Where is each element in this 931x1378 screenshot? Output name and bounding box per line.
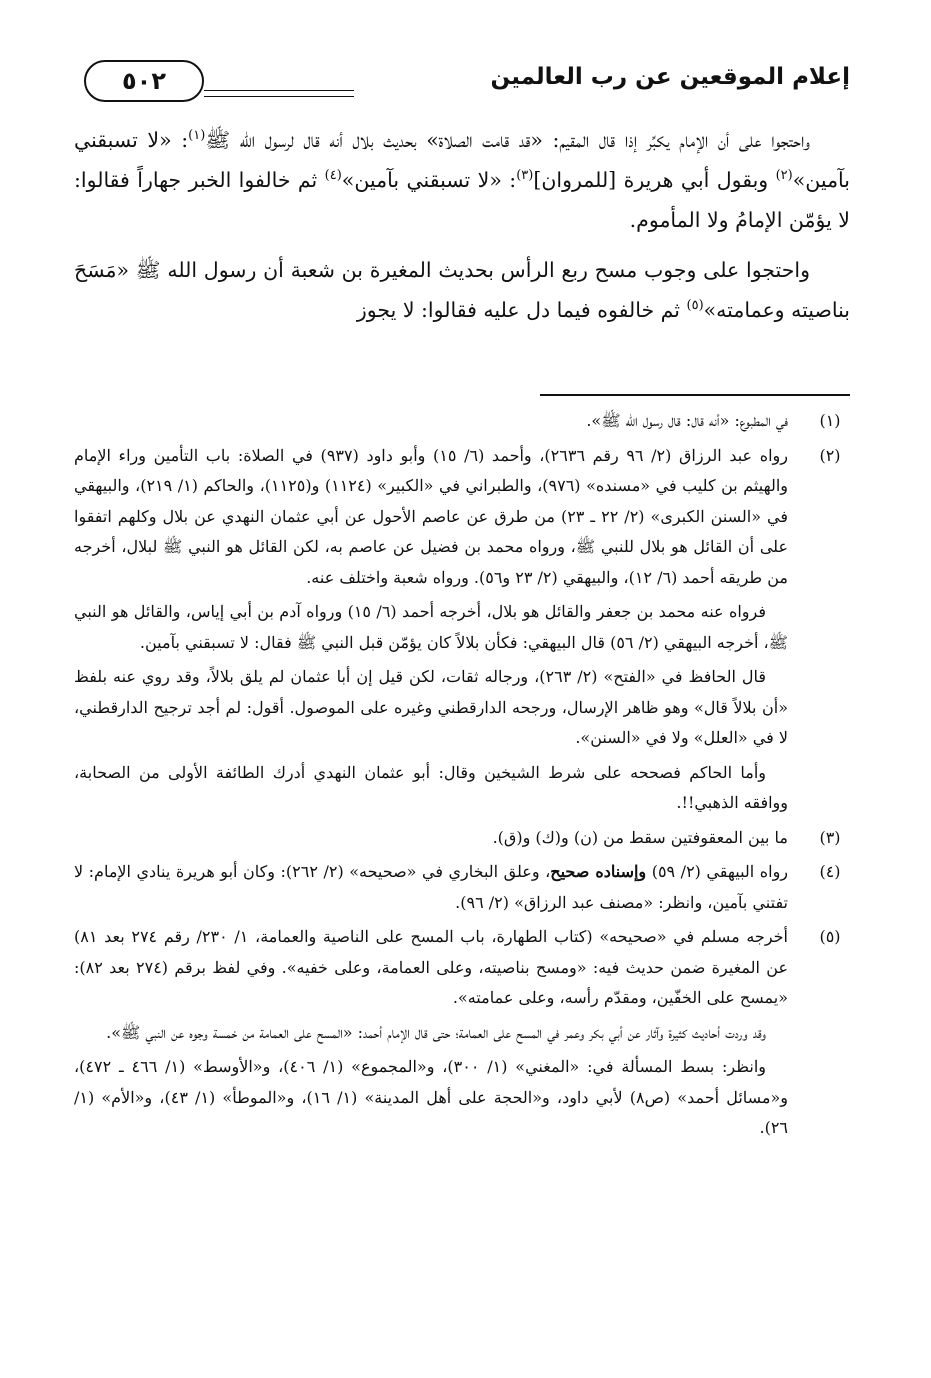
footnote-text: في المطبوع: «أنه قال: قال رسول الله ﷺ». <box>586 411 788 430</box>
footnote <box>74 857 850 918</box>
text-run: واحتجوا على أن الإمام يكبِّر إذا قال المقيم: «قد قامت الصلاة» بحديث بلال أنه قال لرسول الله ﷺ <box>205 128 810 152</box>
footnote-number: (٣) <box>819 827 841 847</box>
header-rule <box>204 96 354 97</box>
footnote-ref[interactable]: (٣) <box>516 168 534 184</box>
body-paragraph <box>74 120 850 240</box>
text-run: واحتجوا على وجوب مسح ربع الرأس بحديث المغيرة بن شعبة أن رسول الله ﷺ «مَسَحَ بناصيته وعمامته» <box>74 258 850 322</box>
footnote-text: قال الحافظ في «الفتح» (٢/ ٢٦٣)، ورجاله ثقات، لكن قيل إن أبا عثمان لم يلق بلالاً، وقد روي عنه بلفظ «أن بلالاً قال» وهو ظاهر الإرسال، ورجحه الدارقطني وغيره على الموصول. أقول: لم أجد ترجيح الدارقطني، لا في «العلل» ولا في «السنن». <box>74 667 788 747</box>
footnote-text: رواه عبد الرزاق (٢/ ٩٦ رقم ٢٦٣٦)، وأحمد (٦/ ١٥) وأبو داود (٩٣٧) في الصلاة: باب التأمين وراء الإمام والهيثم بن كليب في «مسنده» (٩٧٦)، والطبراني في «الكبير» (١١٢٤) و(١١٢٥)، والحاكم (١/ ٢١٩)، والبيهقي في «السنن الكبرى» (٢/ ٢٢ ـ ٢٣) من طرق عن عاصم الأحول عن أبي عثمان النهدي عن بلال وكلهم اتفقوا على أن القائل هو بلال للنبي ﷺ، ورواه محمد بن فضيل عن عاصم به، لكن القائل هو النبي ﷺ لبلال، أخرجه من طريقه أحمد (٦/ ١٢)، والبيهقي (٢/ ٢٣ و٥٦). ورواه شعبة واختلف عنه. <box>74 445 789 587</box>
text-run: رواه البيهقي (٢/ ٥٩) <box>646 862 789 881</box>
footnote <box>74 406 850 437</box>
footnote <box>74 823 850 854</box>
footnote-number: (٢) <box>819 445 841 465</box>
footnote <box>74 922 850 1144</box>
footnote-ref[interactable]: (٤) <box>324 168 342 184</box>
footnote-text: وأما الحاكم فصححه على شرط الشيخين وقال: أبو عثمان النهدي أدرك الطائفة الأولى من الصحابة، ووافقه الذهبي!!. <box>74 762 788 812</box>
footnote <box>74 441 850 819</box>
page-number: ٥٠٢ <box>84 60 204 102</box>
emphasis: وإسناده صحيح <box>550 862 647 881</box>
footnote-number: (٥) <box>819 927 841 946</box>
footnote-text: فرواه عنه محمد بن جعفر والقائل هو بلال، أخرجه أحمد (٦/ ١٥) ورواه آدم بن أبي إياس، والقائل هو النبي ﷺ، أخرجه البيهقي (٢/ ٥٦) قال البيهقي: فكأن بلالاً كان يؤمّن قبل النبي ﷺ فقال: لا تسبقني بآمين. <box>74 602 788 652</box>
footnote-ref[interactable]: (٢) <box>775 168 793 184</box>
footnote-ref[interactable]: (١) <box>188 128 206 144</box>
text-run: : «لا تسبقني بآمين» <box>74 128 851 192</box>
text-run: ثم خالفوه فيما دل عليه فقالوا: لا يجوز <box>356 298 687 322</box>
footnote-text: وانظر: بسط المسألة في: «المغني» (١/ ٣٠٠)، و«المجموع» (١/ ٤٠٦)، و«الأوسط» (١/ ٤٦٦ ـ ٤٧٢)، و«مسائل أحمد» (ص٨) لأبي داود، و«الحجة على أهل المدينة» (١/ ١٦)، و«الموطأ» (١/ ٤٣)، و«الأم» (١/ ٢٦). <box>74 1057 789 1137</box>
running-title: إعلام الموقعين عن رب العالمين <box>490 64 850 90</box>
footnote-text: وقد وردت أحاديث كثيرة وآثار عن أبي بكر وعمر في المسح على العمامة؛ حتى قال الإمام أحمد: «المسح على العمامة من خمسة وجوه عن النبي ﷺ». <box>106 1022 766 1042</box>
body-paragraph <box>74 250 850 330</box>
text-run: ، وعلق البخاري في «صحيحه» (٢/ ٢٦٢): وكان أبو هريرة ينادي الإمام: لا تفتني بآمين، وانظر: «مصنف عبد الرزاق» (٢/ ٩٦). <box>74 862 788 912</box>
footnote-number: (١) <box>819 411 841 430</box>
footnotes <box>74 406 850 1148</box>
footnote-text: ما بين المعقوفتين سقط من (ن) و(ك) و(ق). <box>492 827 788 847</box>
footnote-text <box>74 857 788 918</box>
text-run: ثم خالفوا الخبر جهاراً فقالوا: لا يؤمّن الإمامُ ولا المأموم. <box>74 168 850 232</box>
footnote-text: أخرجه مسلم في «صحيحه» (كتاب الطهارة، باب المسح على الناصية والعمامة، ١/ ٢٣٠/ رقم ٢٧٤ بعد ٨١) عن المغيرة ضمن حديث فيه: «ومسح بناصيته، وعلى العمامة، وعلى خفيه». وفي لفظ برقم (٢٧٤ بعد ٨٢): «يمسح على الخفّين، ومقدّم رأسه، وعلى عمامته». <box>74 927 788 1007</box>
footnote-ref[interactable]: (٥) <box>686 298 704 314</box>
header-rule <box>204 90 354 91</box>
page-header <box>62 48 850 106</box>
text-run: وبقول أبي هريرة [للمروان] <box>533 168 776 192</box>
footnote-separator <box>540 394 850 396</box>
footnote-number: (٤) <box>819 862 841 881</box>
main-text <box>74 120 850 340</box>
text-run: : «لا تسبقني بآمين» <box>341 168 517 192</box>
